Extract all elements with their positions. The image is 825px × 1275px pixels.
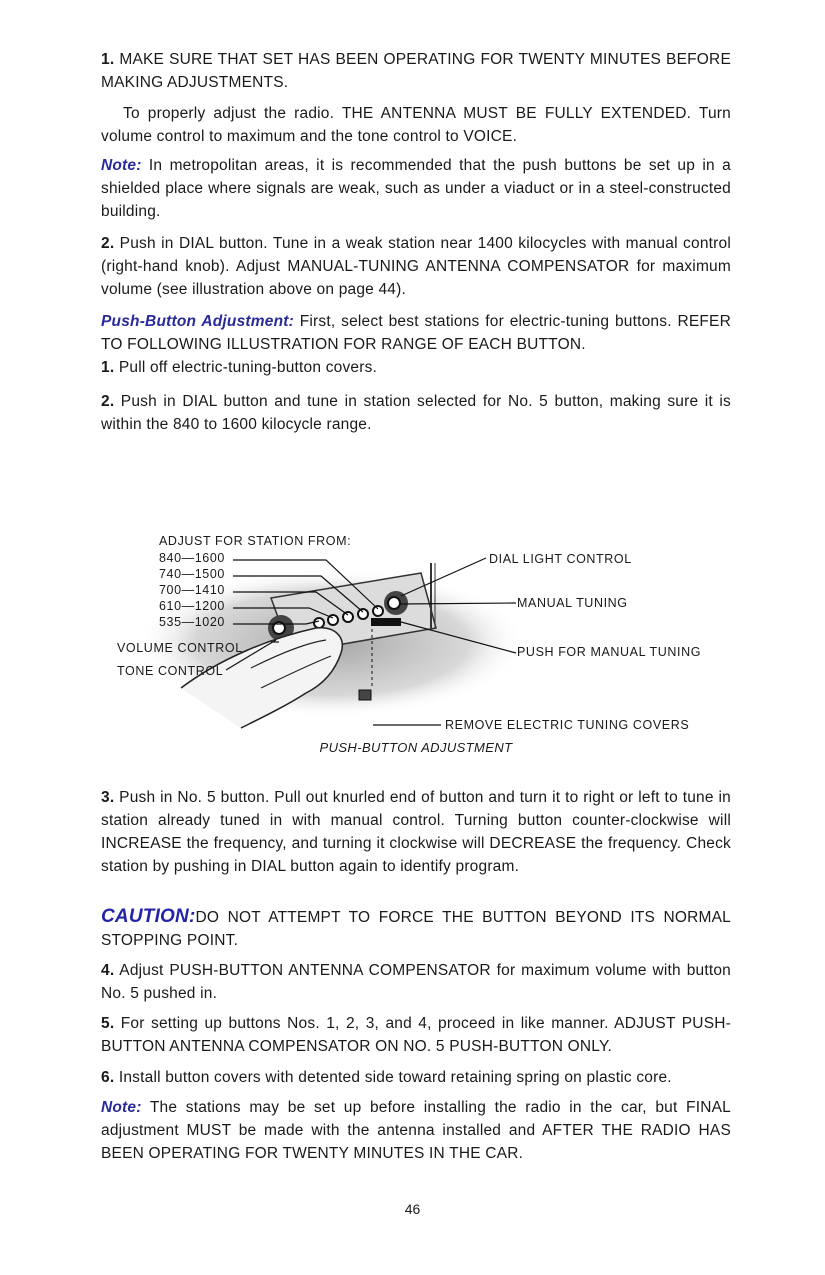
step-number: 1. [101, 359, 115, 376]
remove-covers-label: REMOVE ELECTRIC TUNING COVERS [445, 718, 690, 732]
step-number: 4. [101, 962, 115, 979]
note-label: Note: [101, 157, 142, 174]
pb-step-4 [101, 959, 731, 1005]
caution-text: DO NOT ATTEMPT TO FORCE THE BUTTON BEYOND ITS NORMAL STOPPING POINT. [101, 909, 731, 949]
range-label: 740—1500 [159, 567, 225, 581]
manual-bar [371, 618, 401, 626]
intro-paragraph: To properly adjust the radio. THE ANTENNA MUST BE FULLY EXTENDED. Turn volume control to maximum and the tone control to VOICE. [101, 105, 731, 145]
step-text: Adjust PUSH-BUTTON ANTENNA COMPENSATOR for maximum volume with button No. 5 pushed in. [101, 962, 731, 1002]
push-button-illustration [101, 478, 731, 738]
step-text: MAKE SURE THAT SET HAS BEEN OPERATING FOR TWENTY MINUTES BEFORE MAKING ADJUSTMENTS. [101, 51, 731, 91]
note-text: The stations may be set up before installing the radio in the car, but FINAL adjustment MUST be made with the antenna installed and AFTER THE RADIO HAS BEEN OPERATING FOR TWENTY MINUTES IN THE CAR. [101, 1099, 731, 1162]
pb-step-1 [101, 356, 731, 379]
pb-step-3 [101, 786, 731, 878]
step-number: 1. [101, 51, 115, 68]
pb-step-6 [101, 1066, 731, 1089]
caution-paragraph [101, 905, 731, 952]
range-label: 840—1600 [159, 551, 225, 565]
step-number: 5. [101, 1015, 115, 1032]
step-number: 6. [101, 1069, 115, 1086]
step-1 [101, 48, 731, 94]
caution-label: CAUTION: [101, 906, 196, 927]
volume-control-label: VOLUME CONTROL [117, 641, 243, 655]
push-manual-tuning-label: PUSH FOR MANUAL TUNING [517, 645, 702, 659]
section-label: Push-Button Adjustment: [101, 313, 294, 330]
note-text: In metropolitan areas, it is recommended that the push buttons be set up in a shielded place where signals are weak, such as under a viaduct or in a steel-constructed building. [101, 157, 731, 220]
step-text: Push in No. 5 button. Pull out knurled end of button and turn it to right or left to tune in station already tuned in with manual control. Turning button counter-clockwise will INCREASE the frequency, and turning it clockwise will DECREASE the frequency. Check station by pushing in DIAL button again to identify program. [101, 789, 731, 875]
tone-control-label: TONE CONTROL [117, 664, 224, 678]
note-metropolitan [101, 154, 731, 223]
push-button-adjustment-intro [101, 310, 731, 356]
dial-light-control-label: DIAL LIGHT CONTROL [489, 552, 632, 566]
step-number: 3. [101, 789, 115, 806]
range-label: 610—1200 [159, 599, 225, 613]
section-text: First, select best stations for electric-tuning buttons. REFER TO FOLLOWING ILLUSTRATION FOR RANGE OF EACH BUTTON. [101, 313, 731, 353]
note-final [101, 1096, 731, 1165]
pb-step-5 [101, 1012, 731, 1058]
range-label: 700—1410 [159, 583, 225, 597]
step-number: 2. [101, 393, 115, 410]
pb-step-2 [101, 390, 731, 436]
step-text: Push in DIAL button and tune in station selected for No. 5 button, making sure it is within the 840 to 1600 kilocycle range. [101, 393, 731, 433]
figure-caption: PUSH-BUTTON ADJUSTMENT [319, 740, 513, 755]
note-label: Note: [101, 1099, 142, 1116]
step-text: For setting up buttons Nos. 1, 2, 3, and 4, proceed in like manner. ADJUST PUSH-BUTTON ANTENNA COMPENSATOR ON NO. 5 PUSH-BUTTON ONLY. [101, 1015, 731, 1055]
step-text: Install button covers with detented side toward retaining spring on plastic core. [114, 1069, 672, 1086]
manual-tuning-label: MANUAL TUNING [517, 596, 628, 610]
page-number: 46 [404, 1201, 421, 1217]
step-text: Pull off electric-tuning-button covers. [114, 359, 378, 376]
step-number: 2. [101, 235, 115, 252]
range-label: 535—1020 [159, 615, 225, 629]
adjust-heading: ADJUST FOR STATION FROM: [159, 534, 352, 548]
step-text: Push in DIAL button. Tune in a weak station near 1400 kilocycles with manual control (right-hand knob). Adjust MANUAL-TUNING ANTENNA COMPENSATOR for maximum volume (see illustration above on page 44). [101, 235, 731, 298]
step-2 [101, 232, 731, 301]
button-cover [359, 690, 371, 700]
